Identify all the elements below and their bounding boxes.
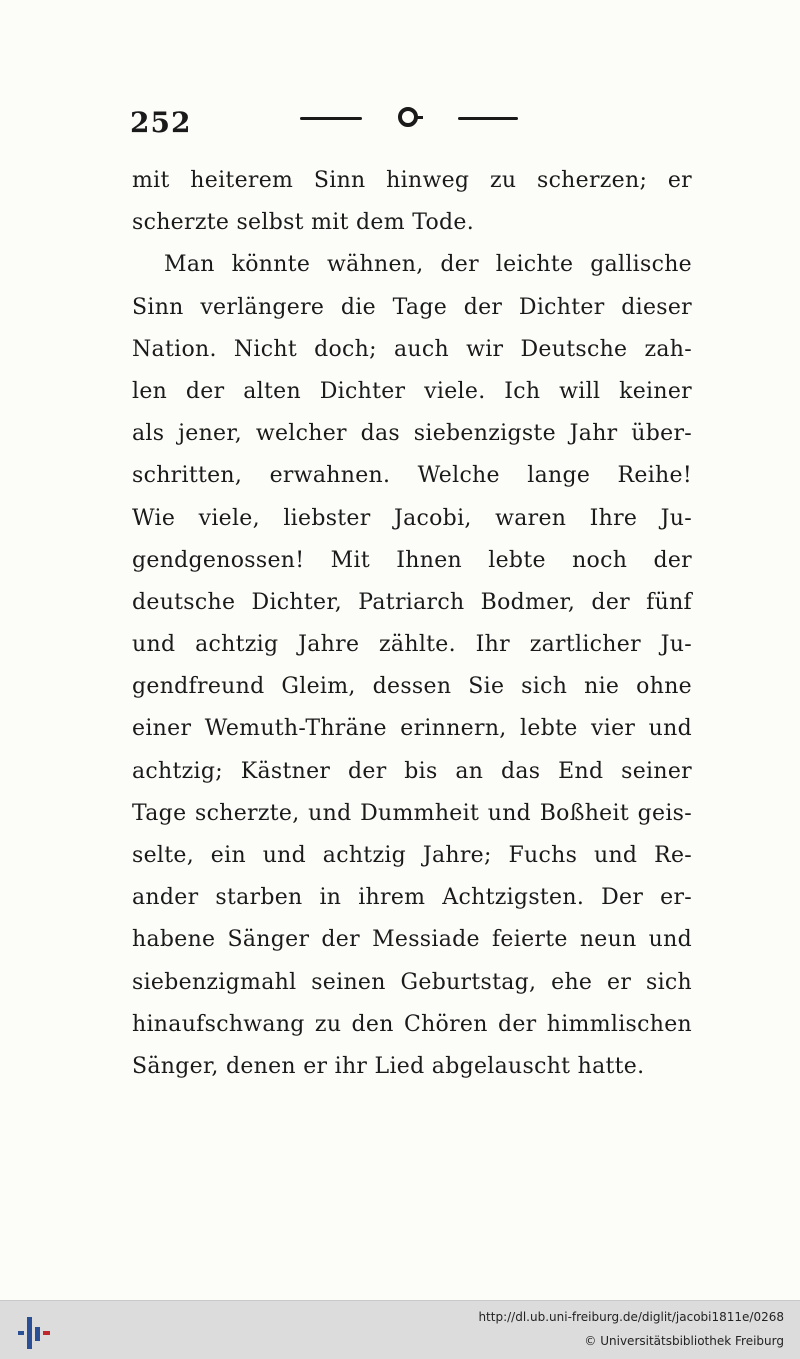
text-line: scherzte selbst mit dem Tode. — [132, 210, 475, 236]
text-line: Sänger, denen er ihr Lied abgelauscht hatte. — [132, 1053, 645, 1079]
header-ornament-icon — [398, 107, 418, 127]
page-number: 252 — [130, 106, 192, 139]
text-line: deutsche Dichter, Patriarch Bodmer, der fünf — [132, 589, 692, 615]
body-text — [132, 160, 692, 1088]
text-line: gendfreund Gleim, dessen Sie sich nie ohne — [132, 674, 692, 700]
text-line: hinaufschwang zu den Chören der himmlischen — [132, 1011, 692, 1037]
text-line: einer Wemuth-Thräne erinnern, lebte vier und — [132, 716, 692, 742]
copyright-text: © Universitätsbibliothek Freiburg — [584, 1334, 784, 1348]
footer-bar — [0, 1300, 800, 1359]
text-line: Sinn verlängere die Tage der Dichter dieser — [132, 294, 692, 320]
text-line: und achtzig Jahre zählte. Ihr zartlicher Ju- — [132, 632, 692, 658]
text-line: Nation. Nicht doch; auch wir Deutsche zah- — [132, 336, 692, 362]
page-header — [0, 100, 800, 140]
text-line: habene Sänger der Messiade feierte neun und — [132, 927, 692, 953]
text-line: Wie viele, liebster Jacobi, waren Ihre Ju- — [132, 505, 692, 531]
header-rule-left — [300, 117, 362, 120]
permalink-url[interactable]: http://dl.ub.uni-freiburg.de/diglit/jacobi1811e/0268 — [478, 1310, 784, 1324]
text-line: mit heiterem Sinn hinweg zu scherzen; er — [132, 168, 692, 193]
text-line: schritten, erwahnen. Welche lange Reihe! — [132, 463, 692, 489]
text-line: len der alten Dichter viele. Ich will keiner — [132, 378, 692, 404]
text-line: als jener, welcher das siebenzigste Jahr über- — [132, 421, 692, 447]
text-line: ander starben in ihrem Achtzigsten. Der er- — [132, 885, 692, 911]
text-line: Man könnte wähnen, der leichte gallische — [164, 252, 692, 278]
text-line: selte, ein und achtzig Jahre; Fuchs und Re- — [132, 843, 692, 868]
text-line: gendgenossen! Mit Ihnen lebte noch der — [132, 547, 692, 573]
ub-freiburg-logo-icon[interactable] — [14, 1311, 54, 1351]
header-rule-right — [458, 117, 518, 120]
text-line: achtzig; Kästner der bis an das End seiner — [132, 758, 692, 784]
text-line: siebenzigmahl seinen Geburtstag, ehe er sich — [132, 969, 692, 995]
text-line: Tage scherzte, und Dummheit und Boßheit geis- — [132, 800, 692, 826]
